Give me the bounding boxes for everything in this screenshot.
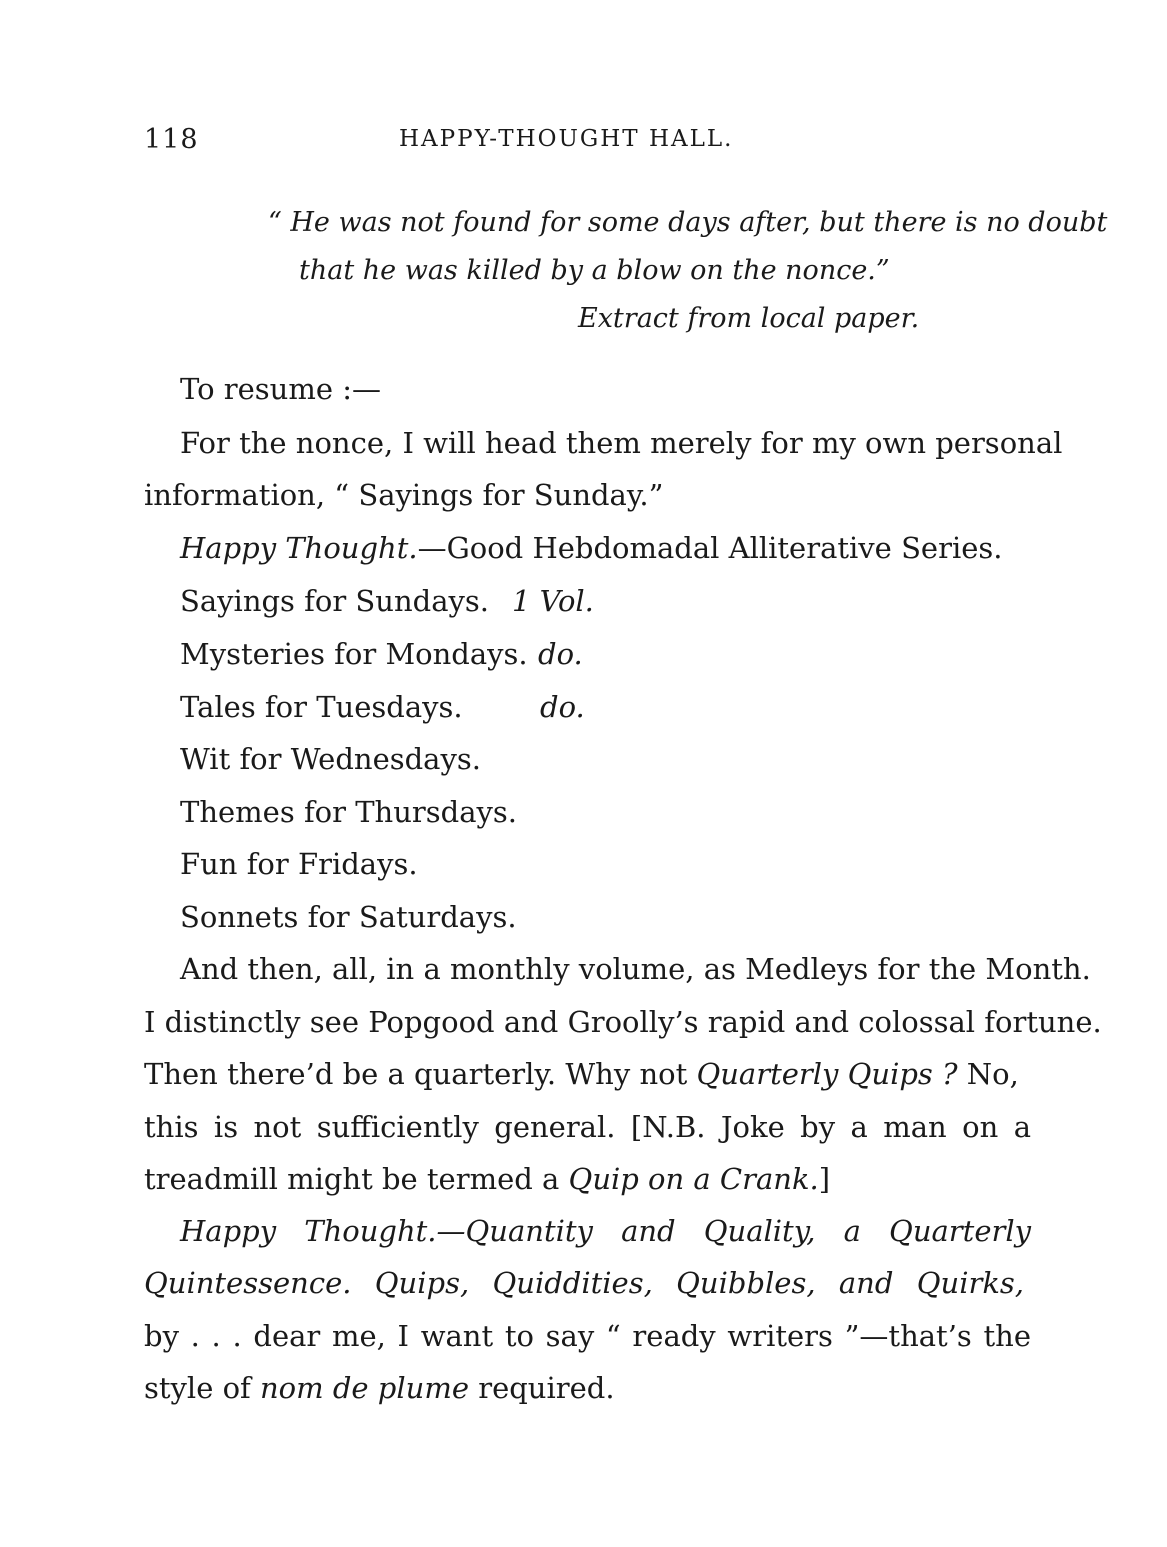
body-line: information, “ Sayings for Sunday.” (144, 478, 664, 512)
body-line: this is not sufficiently general. [N.B. Joke by a man on a (144, 1110, 1031, 1144)
body-line (144, 1371, 615, 1405)
text-span: required. (468, 1371, 615, 1405)
text-span: Then there’d be a quarterly. Why not (144, 1057, 697, 1091)
series-volume: 1 Vol. (512, 584, 594, 618)
text-span: style of (144, 1371, 260, 1405)
series-item (180, 795, 517, 829)
italic-title: Quip on a Crank. (568, 1162, 819, 1196)
series-title: Sonnets for Saturdays. (180, 900, 517, 934)
series-item (180, 584, 489, 618)
epigraph-line: that he was killed by a blow on the nonce.” (299, 255, 890, 286)
epigraph-source: Extract from local paper. (578, 303, 920, 334)
series-title: Fun for Fridays. (180, 847, 418, 881)
text-span: No, (957, 1057, 1019, 1091)
series-volume: do. (540, 690, 585, 724)
happy-thought-label: Happy Thought. (180, 531, 418, 565)
page-number: 118 (144, 124, 199, 155)
series-volume: do. (538, 637, 583, 671)
running-head: HAPPY-THOUGHT HALL. (399, 126, 734, 152)
series-item (180, 742, 481, 776)
body-line (180, 531, 1003, 565)
series-item (180, 637, 528, 671)
series-title: Tales for Tuesdays. (180, 690, 463, 724)
body-line: Quintessence. Quips, Quiddities, Quibbles, and Quirks, (144, 1266, 1024, 1300)
body-line: For the nonce, I will head them merely for my own personal (180, 426, 1063, 460)
body-line (144, 1162, 830, 1196)
series-title: Sayings for Sundays. (180, 584, 489, 618)
body-line: To resume :— (180, 372, 382, 406)
series-title: Themes for Thursdays. (180, 795, 517, 829)
body-line: I distinctly see Popgood and Groolly’s rapid and colossal fortune. (144, 1005, 1102, 1039)
body-line: Happy Thought.—Quantity and Quality, a Quarterly (180, 1214, 1031, 1248)
body-line: by . . . dear me, I want to say “ ready writers ”—that’s the (144, 1319, 1031, 1353)
happy-thought-text: —Good Hebdomadal Alliterative Series. (417, 531, 1003, 565)
text-span: treadmill might be termed a (144, 1162, 569, 1196)
series-item (180, 847, 418, 881)
body-line: And then, all, in a monthly volume, as Medleys for the Month. (180, 952, 1091, 986)
page-header (144, 124, 1034, 164)
series-title: Wit for Wednesdays. (180, 742, 481, 776)
series-title: Mysteries for Mondays. (180, 637, 528, 671)
series-item (180, 900, 517, 934)
italic-phrase: nom de plume (260, 1371, 469, 1405)
epigraph-line: “ He was not found for some days after, but there is no doubt (268, 207, 1108, 238)
body-line (144, 1057, 1019, 1091)
italic-title: Quarterly Quips ? (696, 1057, 958, 1091)
series-item (180, 690, 463, 724)
text-span: ] (818, 1162, 831, 1196)
